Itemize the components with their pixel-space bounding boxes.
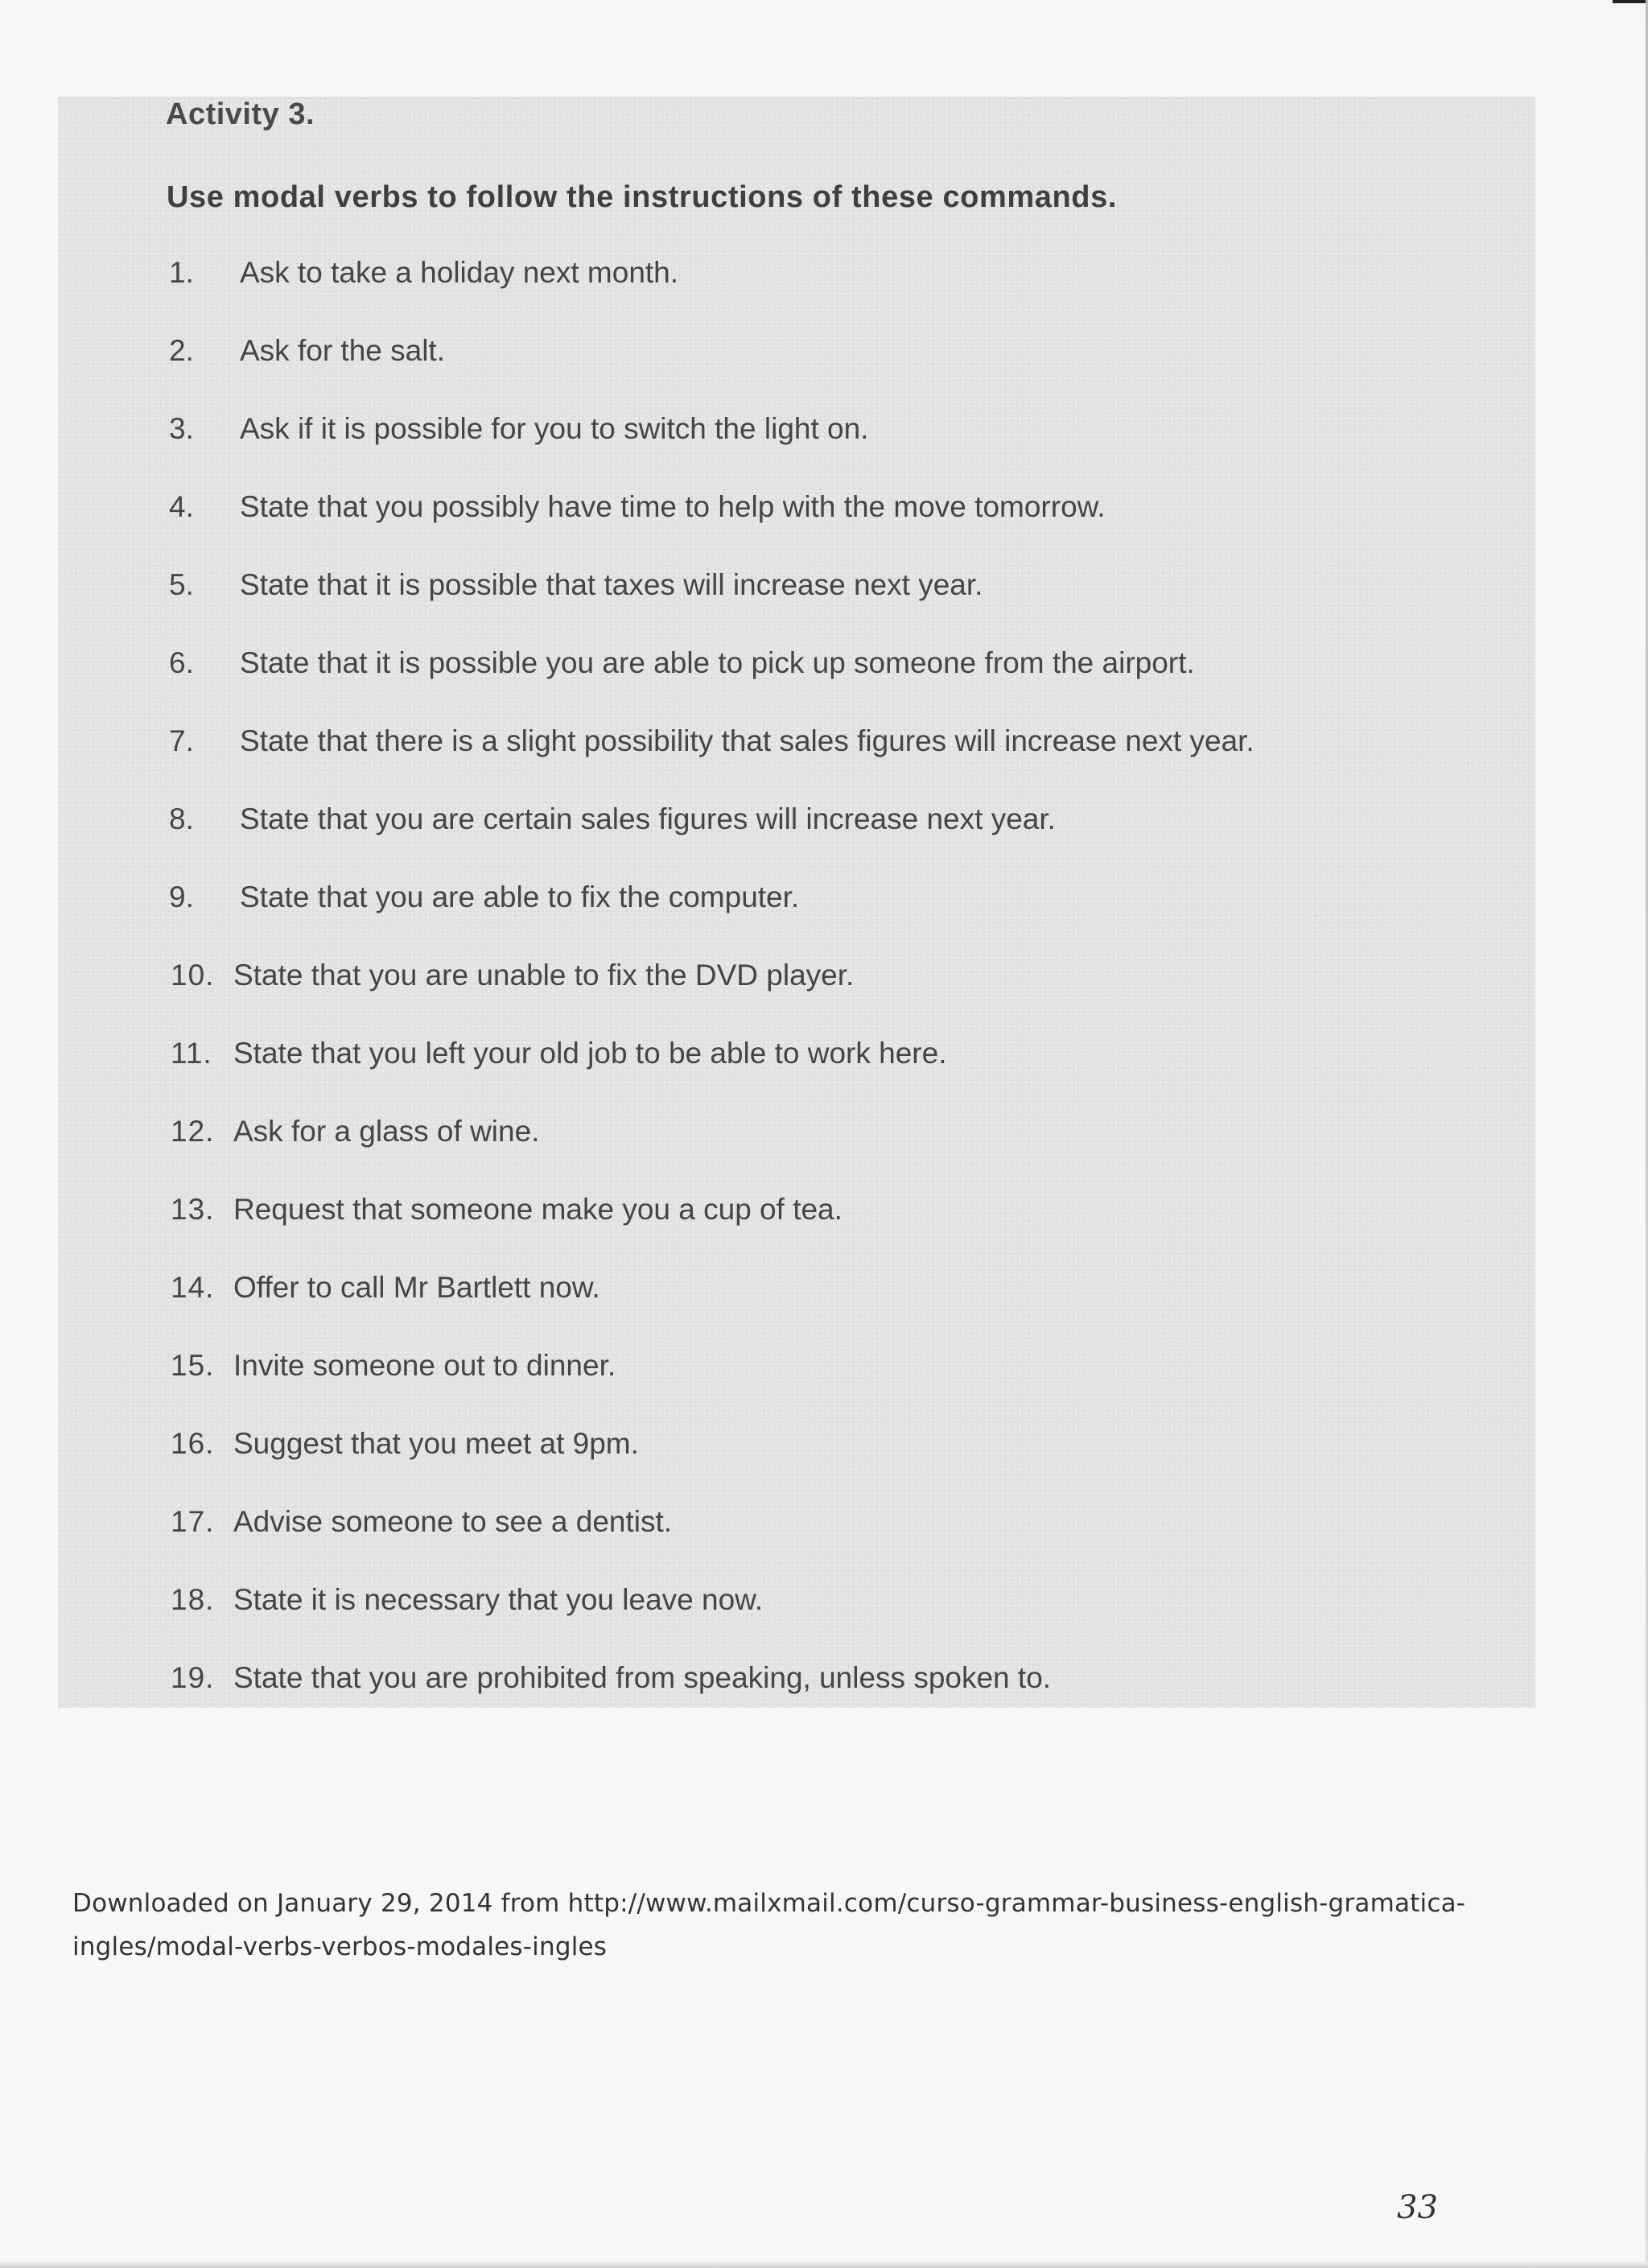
- item-text: Advise someone to see a dentist.: [233, 1505, 673, 1538]
- item-number: 3.: [169, 412, 194, 445]
- activity-title: Activity 3.: [166, 97, 315, 131]
- item-text: State that you are unable to fix the DVD player.: [233, 959, 855, 992]
- source-citation: [72, 1882, 1521, 1969]
- item-number: 7.: [169, 724, 194, 757]
- list-item: [0, 880, 1448, 929]
- handwritten-page-number: 33: [1397, 2189, 1438, 2226]
- item-number: 12.: [171, 1115, 215, 1148]
- page-edge-bottom: [0, 2262, 1648, 2268]
- item-number: 10.: [171, 959, 215, 992]
- list-item: [0, 802, 1448, 851]
- list-item: [0, 724, 1448, 773]
- item-text: State that there is a slight possibility that sales figures will increase next year.: [240, 724, 1255, 757]
- item-text: Invite someone out to dinner.: [233, 1349, 616, 1382]
- item-text: State it is necessary that you leave now.: [233, 1583, 764, 1616]
- item-text: Ask to take a holiday next month.: [240, 256, 679, 289]
- item-number: 16.: [171, 1427, 215, 1460]
- item-text: State that it is possible you are able to pick up someone from the airport.: [240, 646, 1195, 679]
- item-text: State that you are prohibited from speaking, unless spoken to.: [233, 1661, 1052, 1694]
- list-item: [0, 1427, 1448, 1475]
- list-item: [0, 1115, 1448, 1163]
- item-text: State that it is possible that taxes will increase next year.: [240, 568, 983, 601]
- item-text: Ask if it is possible for you to switch the light on.: [240, 412, 869, 445]
- item-text: Ask for the salt.: [240, 334, 445, 367]
- item-number: 4.: [169, 490, 194, 523]
- item-number: 2.: [169, 334, 194, 367]
- list-item: [0, 1037, 1448, 1085]
- activity-instructions: Use modal verbs to follow the instructions of these commands.: [167, 180, 1118, 214]
- list-item: [0, 1583, 1448, 1631]
- item-number: 15.: [171, 1349, 215, 1382]
- item-text: Request that someone make you a cup of tea.: [233, 1193, 843, 1226]
- item-number: 14.: [171, 1271, 215, 1304]
- list-item: [0, 959, 1448, 1007]
- list-item: [0, 334, 1448, 382]
- item-number: 5.: [169, 568, 194, 601]
- item-text: Ask for a glass of wine.: [233, 1115, 540, 1148]
- item-text: Suggest that you meet at 9pm.: [233, 1427, 639, 1460]
- item-number: 8.: [169, 802, 194, 835]
- item-number: 9.: [169, 880, 194, 913]
- item-text: State that you are certain sales figures will increase next year.: [240, 802, 1056, 835]
- source-line-1: Downloaded on January 29, 2014 from http://www.mailxmail.com/curso-grammar-business-english-gramatica-: [72, 1889, 1466, 1918]
- list-item: [0, 568, 1448, 616]
- item-number: 11.: [171, 1037, 212, 1070]
- list-item: [0, 412, 1448, 460]
- item-number: 17.: [171, 1505, 215, 1538]
- item-text: State that you left your old job to be able to work here.: [233, 1037, 947, 1070]
- list-item: [0, 256, 1448, 304]
- source-line-2: ingles/modal-verbs-verbos-modales-ingles: [72, 1932, 608, 1961]
- list-item: [0, 1505, 1448, 1553]
- item-text: State that you possibly have time to help with the move tomorrow.: [240, 490, 1106, 523]
- list-item: [0, 646, 1448, 695]
- list-item: [0, 1193, 1448, 1241]
- item-number: 19.: [171, 1661, 215, 1694]
- list-item: [0, 1349, 1448, 1397]
- item-number: 18.: [171, 1583, 215, 1616]
- page-edge-top: [1613, 0, 1648, 3]
- list-item: [0, 1661, 1448, 1709]
- list-item: [0, 1271, 1448, 1319]
- item-number: 6.: [169, 646, 194, 679]
- item-number: 13.: [171, 1193, 215, 1226]
- item-number: 1.: [169, 256, 194, 289]
- item-text: State that you are able to fix the computer.: [240, 880, 800, 913]
- list-item: [0, 490, 1448, 538]
- item-text: Offer to call Mr Bartlett now.: [233, 1271, 600, 1304]
